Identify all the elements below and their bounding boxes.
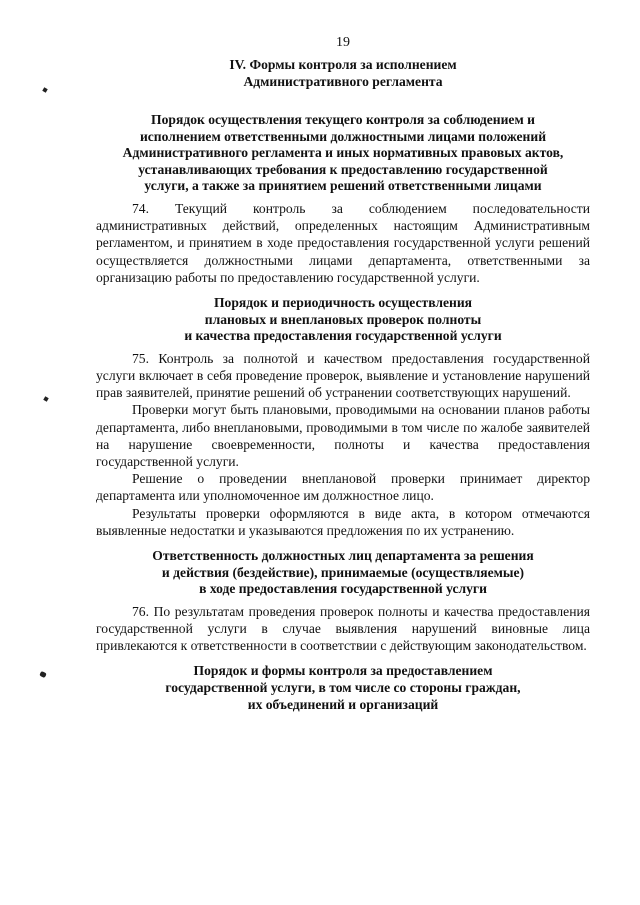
paragraph: Решение о проведении внеплановой проверки принимает директор департамента или уполномоченное им должностное лицо. [96,471,590,504]
document-page [96,34,590,718]
section-title-line: исполнением ответственными должностными лицами положений [139,128,547,144]
section-title-line: и действия (бездействие), принимаемые (осуществляемые) [161,564,525,580]
scan-mark [39,671,47,678]
section-title [96,663,590,713]
paragraph: Результаты проверки оформляются в виде акта, в котором отмечаются выявленные недостатки и указываются предложения по их устранению. [96,505,590,538]
paragraph: 76. По результатам проведения проверок полноты и качества предоставления государственной услуги в случае выявления нарушений виновные лица привлекаются к ответственности в соответствии с действующим законодательством. [96,603,590,654]
paragraph: Проверки могут быть плановыми, проводимыми на основании планов работы департамента, либо внеплановыми, проводимыми в том числе по жалобе заявителей на нарушение своевременности, полноты и качества предоставления государственной услуги. [96,402,590,469]
section-title-line: Порядок и периодичность осуществления [213,294,473,310]
paragraph: 75. Контроль за полнотой и качеством предоставления государственной услуги включает в себя проведение проверок, выявление и установление нарушений прав заявителей, принятие решений об устранении соответствующих нарушений. [96,350,590,401]
section-title-line: в ходе предоставления государственной услуги [199,581,487,597]
chapter-title-line: Административного регламента [243,74,443,89]
section-title-line: услуги, а также за принятием решений ответственными лицами [144,178,542,194]
chapter-title [96,56,590,90]
section-title-line: Порядок осуществления текущего контроля за соблюдением и [151,112,535,127]
section-title-line: Административного регламента и иных нормативных правовых актов, [122,145,564,161]
page-number: 19 [336,35,350,50]
section-title-line: их объединений и организаций [247,696,439,712]
section-title-line: устанавливающих требования к предоставлению государственной [138,161,548,177]
chapter-title-line: IV. Формы контроля за исполнением [229,57,457,72]
section-title-line: государственной услуги, в том числе со стороны граждан, [165,679,521,695]
section-title-line: и качества предоставления государственной услуги [184,328,502,344]
section-title-line: плановых и внеплановых проверок полноты [204,311,482,327]
paragraph: 74. Текущий контроль за соблюдением последовательности административных действий, определенных настоящим Административным регламентом, и принятием в ходе предоставления государственной услуги решений осуществляется должностными лицами департамента, ответственными за организацию работы по предоставлению государственной услуги. [96,200,590,285]
scan-mark [42,87,47,92]
section-title-line: Порядок и формы контроля за предоставлением [193,663,493,679]
section-title [96,548,590,598]
section-title-line: Ответственность должностных лиц департамента за решения [152,548,534,563]
section-title [96,295,590,345]
section-title [96,112,590,195]
scan-mark [43,396,48,401]
